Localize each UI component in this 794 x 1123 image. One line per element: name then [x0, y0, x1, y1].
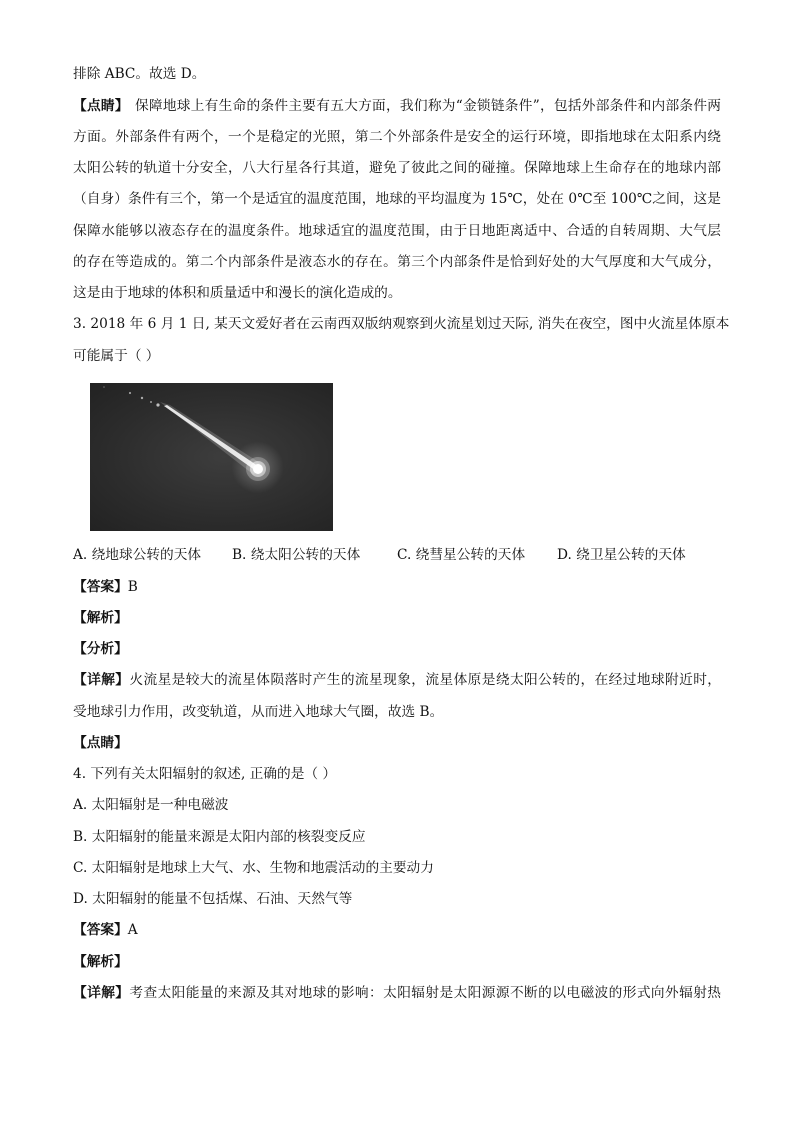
q3-option-b: B. 绕太阳公转的天体	[232, 547, 361, 564]
q4-option-a: A. 太阳辐射是一种电磁波	[73, 797, 229, 814]
q3-answer	[73, 572, 721, 603]
q4-option-d: D. 太阳辐射的能量不包括煤、石油、天然气等	[73, 891, 353, 908]
q2-tip-line: 方面。外部条件有两个，一个是稳定的光照，第二个外部条件是安全的运行环境，即指地球在太阳系内绕	[73, 128, 721, 145]
q4-detail-text: 考查太阳能量的来源及其对地球的影响：太阳辐射是太阳源源不断的以电磁波的形式向外辐射热	[129, 984, 721, 1001]
q2-tip-label: 【点睛】	[73, 97, 129, 114]
q2-tip-line: 的存在等造成的。第二个内部条件是液态水的存在。第三个内部条件是恰到好处的大气厚度和大气成分，	[73, 253, 721, 270]
q4-detail-first-line	[73, 978, 721, 1009]
meteor-photo-drawing	[90, 383, 333, 531]
q4-answer-label: 【答案】	[73, 922, 128, 939]
meteor-debris-dot	[156, 403, 159, 406]
q3-detail-text: 火流星是较大的流星体陨落时产生的流星现象，流星体原是绕太阳公转的，在经过地球附近时，	[129, 672, 721, 689]
q3-options	[73, 540, 721, 571]
q4-answer-value: A	[127, 922, 138, 939]
q4-analysis-label: 【解析】	[73, 953, 128, 970]
q4-stem: 4. 下列有关太阳辐射的叙述, 正确的是（ ）	[73, 766, 337, 783]
meteor-head	[253, 464, 263, 474]
page-content	[73, 59, 730, 1009]
q2-conclusion: 排除 ABC。故选 D。	[73, 66, 206, 83]
q3-tip-label: 【点睛】	[73, 734, 128, 751]
meteor-photo	[90, 383, 333, 531]
q3-detail-label: 【详解】	[73, 672, 130, 689]
q2-tip-text: 保障地球上有生命的条件主要有五大方面，我们称为“金锁链条件”，包括外部条件和内部条件两	[134, 97, 721, 114]
q3-answer-value: B	[127, 578, 138, 595]
meteor-debris-dot	[141, 397, 143, 399]
meteor-trail	[164, 405, 258, 471]
meteor-debris-dot	[103, 386, 105, 388]
q3-option-a: A. 绕地球公转的天体	[73, 547, 202, 564]
q3-option-c: C. 绕彗星公转的天体	[397, 547, 526, 564]
q3-stem-line: 3. 2018 年 6 月 1 日, 某天文爱好者在云南西双版纳观察到火流星划过天际, 消失在夜空，图中火流星体原本	[73, 316, 730, 333]
q3-analysis-label: 【解析】	[73, 609, 128, 626]
q4-detail-label: 【详解】	[73, 984, 130, 1001]
q2-tip-first-line	[73, 91, 721, 122]
q2-tip-line: 太阳公转的轨道十分安全，八大行星各行其道，避免了彼此之间的碰撞。保障地球上生命存在的地球内部	[73, 160, 721, 177]
q2-tip-line: 这是由于地球的体积和质量适中和漫长的演化造成的。	[73, 285, 402, 302]
meteor-debris-dot	[129, 392, 131, 394]
q4-answer	[73, 915, 721, 946]
meteor-debris-dot	[150, 401, 152, 403]
q3-option-d: D. 绕卫星公转的天体	[557, 547, 686, 564]
q2-tip-line: 保障水能够以液态存在的温度条件。地球适宜的温度范围，由于日地距离适中、合适的自转周期、大气层	[73, 222, 721, 239]
q3-detail-line: 受地球引力作用，改变轨道，从而进入地球大气圈，故选 B。	[73, 703, 444, 720]
q4-option-b: B. 太阳辐射的能量来源是太阳内部的核裂变反应	[73, 828, 366, 845]
q3-answer-label: 【答案】	[73, 578, 128, 595]
q3-breakdown-label: 【分析】	[73, 641, 128, 658]
q4-option-c: C. 太阳辐射是地球上大气、水、生物和地震活动的主要动力	[73, 859, 434, 876]
q3-detail-first-line	[73, 665, 721, 696]
q3-stem-line: 可能属于（ ）	[73, 347, 160, 364]
q2-tip-line: （自身）条件有三个，第一个是适宜的温度范围，地球的平均温度为 15℃，处在 0℃至 100℃之间，这是	[73, 191, 721, 208]
